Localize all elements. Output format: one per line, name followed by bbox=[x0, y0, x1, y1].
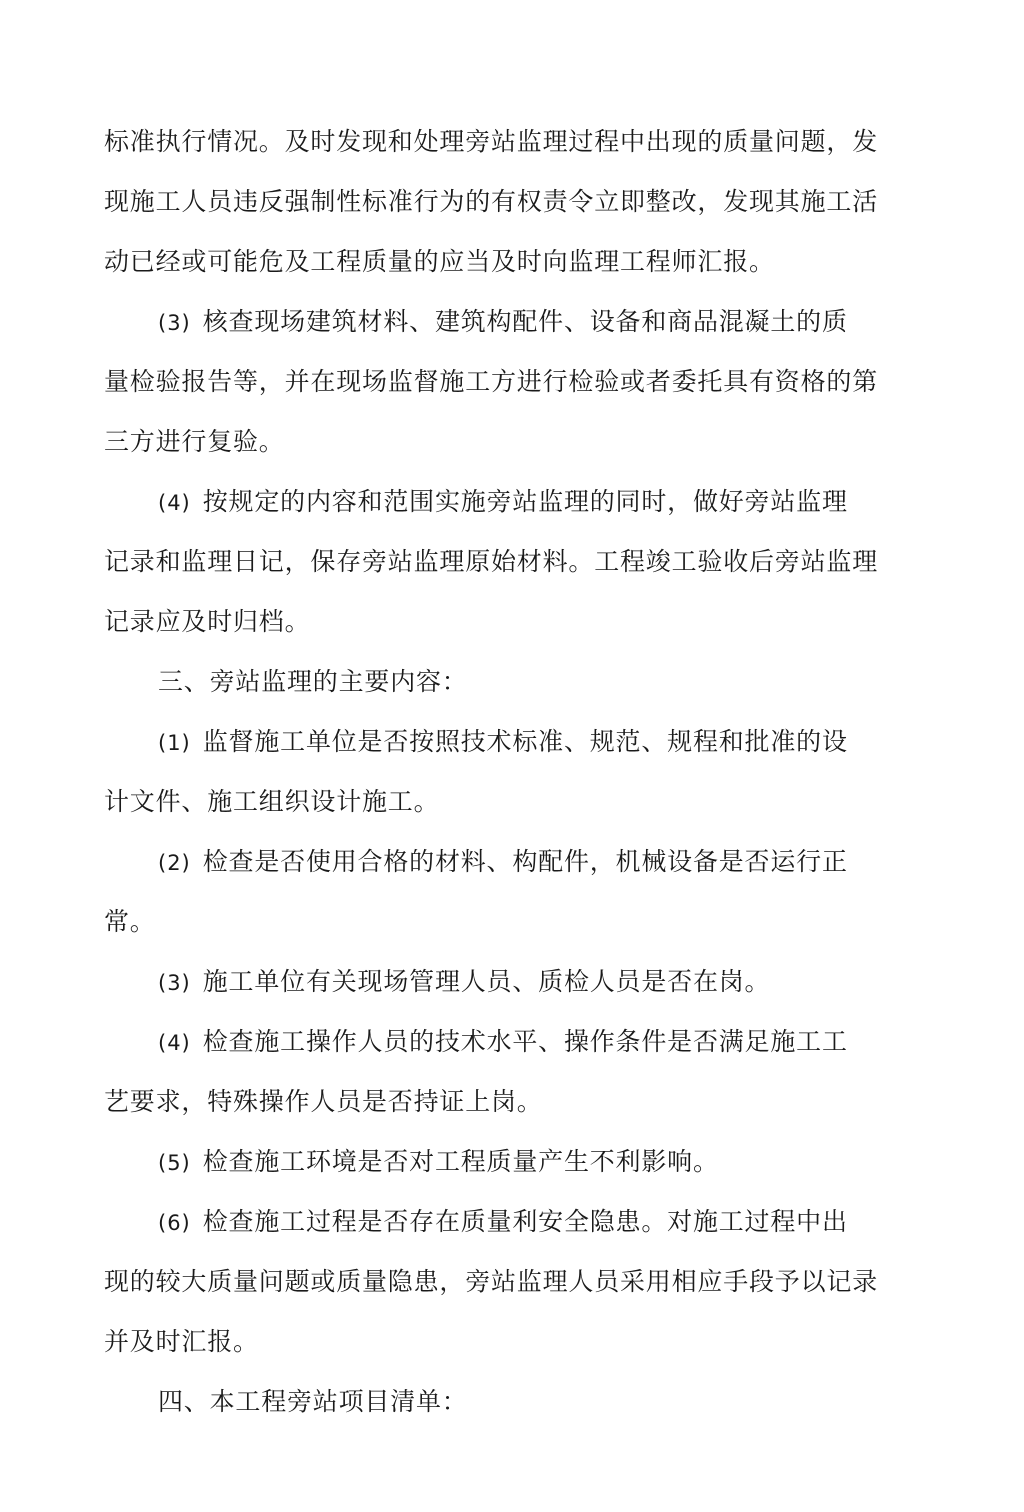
list-item-heading bbox=[158, 1132, 948, 1192]
line-text: 记录和监理日记，保存旁站监理原始材料。工程竣工验收后旁站监理 bbox=[104, 547, 879, 576]
item-number: (4) bbox=[158, 1031, 191, 1055]
item-number: (1) bbox=[158, 731, 191, 755]
line-text: 计文件、施工组织设计施工。 bbox=[104, 787, 440, 816]
list-item-heading bbox=[158, 472, 948, 532]
section-heading bbox=[158, 1372, 948, 1432]
list-item-heading bbox=[158, 292, 948, 352]
text-line bbox=[104, 412, 894, 472]
text-line bbox=[104, 1312, 894, 1372]
text-line bbox=[104, 1252, 894, 1312]
line-text: 检查是否使用合格的材料、构配件，机械设备是否运行正 bbox=[202, 847, 848, 876]
text-line bbox=[104, 532, 894, 592]
line-text: 核查现场建筑材料、建筑构配件、设备和商品混凝土的质 bbox=[202, 307, 848, 336]
text-line bbox=[104, 172, 894, 232]
line-text: 标准执行情况。及时发现和处理旁站监理过程中出现的质量问题，发 bbox=[104, 127, 879, 156]
text-line bbox=[104, 232, 894, 292]
text-line bbox=[104, 592, 894, 652]
line-text: 按规定的内容和范围实施旁站监理的同时，做好旁站监理 bbox=[202, 487, 848, 516]
line-text: 三、旁站监理的主要内容： bbox=[158, 667, 468, 696]
item-number: (2) bbox=[158, 851, 191, 875]
line-text: 检查施工过程是否存在质量利安全隐患。对施工过程中出 bbox=[202, 1207, 848, 1236]
line-text: 动已经或可能危及工程质量的应当及时向监理工程师汇报。 bbox=[104, 247, 775, 276]
item-number: (3) bbox=[158, 311, 191, 335]
line-text: 施工单位有关现场管理人员、质检人员是否在岗。 bbox=[202, 967, 771, 996]
text-line bbox=[104, 352, 894, 412]
line-text: 四、本工程旁站项目清单： bbox=[158, 1387, 468, 1416]
text-line bbox=[104, 892, 894, 952]
text-line bbox=[104, 772, 894, 832]
line-text: 记录应及时归档。 bbox=[104, 607, 311, 636]
item-number: (6) bbox=[158, 1211, 191, 1235]
section-heading bbox=[158, 652, 948, 712]
text-line bbox=[104, 112, 894, 172]
line-text: 艺要求，特殊操作人员是否持证上岗。 bbox=[104, 1087, 543, 1116]
item-number: (3) bbox=[158, 971, 191, 995]
item-number: (5) bbox=[158, 1151, 191, 1175]
line-text: 监督施工单位是否按照技术标准、规范、规程和批准的设 bbox=[202, 727, 848, 756]
line-text: 并及时汇报。 bbox=[104, 1327, 259, 1356]
text-line bbox=[104, 1072, 894, 1132]
item-number: (4) bbox=[158, 491, 191, 515]
list-item-heading bbox=[158, 832, 948, 892]
line-text: 现施工人员违反强制性标准行为的有权责令立即整改，发现其施工活 bbox=[104, 187, 879, 216]
list-item-heading bbox=[158, 712, 948, 772]
line-text: 检查施工操作人员的技术水平、操作条件是否满足施工工 bbox=[202, 1027, 848, 1056]
line-text: 检查施工环境是否对工程质量产生不利影响。 bbox=[202, 1147, 719, 1176]
line-text: 常。 bbox=[104, 907, 156, 936]
list-item-heading bbox=[158, 1012, 948, 1072]
line-text: 现的较大质量问题或质量隐患，旁站监理人员采用相应手段予以记录 bbox=[104, 1267, 879, 1296]
line-text: 量检验报告等，并在现场监督施工方进行检验或者委托具有资格的第 bbox=[104, 367, 879, 396]
list-item-heading bbox=[158, 952, 948, 1012]
line-text: 三方进行复验。 bbox=[104, 427, 285, 456]
list-item-heading bbox=[158, 1192, 948, 1252]
